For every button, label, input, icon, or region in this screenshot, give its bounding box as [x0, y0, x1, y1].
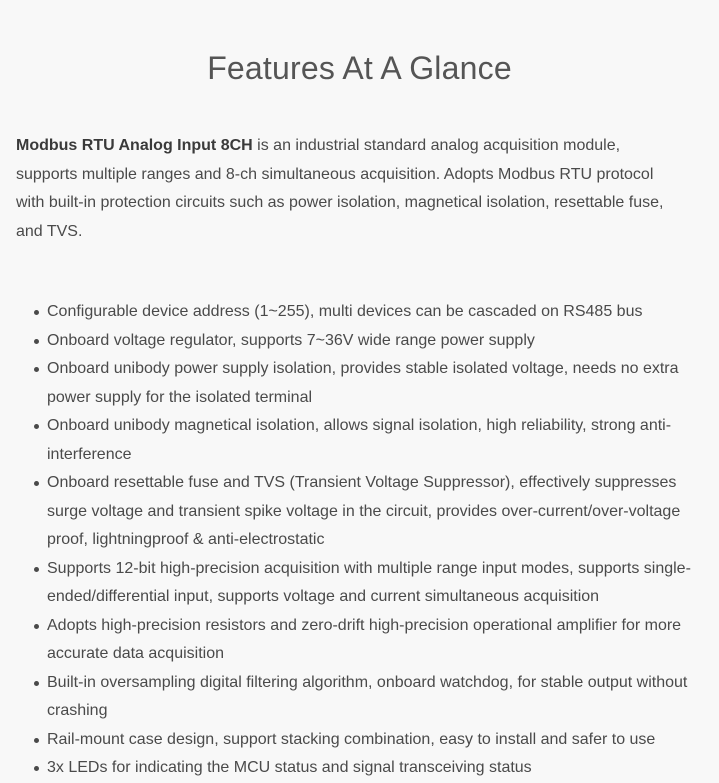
bullet-icon [34, 310, 39, 315]
feature-text: Adopts high-precision resistors and zero-drift high-precision operational amplifier for more accurate data acquisition [47, 616, 682, 662]
feature-text: Built-in oversampling digital filtering algorithm, onboard watchdog, for stable output without crashing [47, 673, 688, 719]
feature-text: Onboard voltage regulator, supports 7~36V wide range power supply [47, 331, 535, 349]
product-name: Modbus RTU Analog Input 8CH [16, 137, 253, 154]
bullet-icon [34, 567, 39, 572]
bullet-icon [34, 681, 39, 686]
feature-text: Configurable device address (1~255), multi devices can be cascaded on RS485 bus [47, 303, 643, 320]
page-title: Features At A Glance [207, 50, 512, 86]
bullet-icon [34, 339, 39, 344]
bullet-icon [34, 624, 39, 629]
feature-item [47, 612, 702, 669]
bullet-icon [34, 766, 39, 771]
bullet-icon [34, 424, 39, 429]
feature-text: Onboard unibody power supply isolation, provides stable isolated voltage, needs no extra power supply for the isolated terminal [47, 360, 679, 406]
feature-text: Onboard resettable fuse and TVS (Transient Voltage Suppressor), effectively suppresses surge voltage and transient spike voltage in the circuit, provides over-current/over-voltage proof, lightningproof & anti-electrostatic [47, 474, 681, 548]
feature-item [47, 754, 702, 783]
bullet-icon [34, 738, 39, 743]
feature-item [47, 669, 702, 726]
feature-text: Onboard unibody magnetical isolation, allows signal isolation, high reliability, strong anti-interference [47, 417, 672, 463]
bullet-icon [34, 367, 39, 372]
feature-item [47, 355, 702, 412]
feature-text: 3x LEDs for indicating the MCU status and signal transceiving status [47, 759, 532, 776]
feature-text: Supports 12-bit high-precision acquisition with multiple range input modes, supports single-ended/differential input, supports voltage and current simultaneous acquisition [47, 559, 691, 605]
feature-item [47, 726, 702, 755]
feature-text: Rail-mount case design, support stacking combination, easy to install and safer to use [47, 730, 656, 748]
intro-paragraph [16, 132, 676, 246]
feature-item [47, 412, 702, 469]
feature-item [47, 327, 702, 356]
feature-list [16, 298, 702, 783]
feature-item [47, 298, 702, 327]
intro-text: is an industrial standard analog acquisition module, supports multiple ranges and 8-ch simultaneous acquisition. Adopts Modbus RTU protocol with built-in protection circuits such as power isolation, magnetical isolation, resettable fuse, and TVS. [16, 137, 664, 240]
bullet-icon [34, 481, 39, 486]
feature-item [47, 555, 702, 612]
feature-item [47, 469, 702, 555]
